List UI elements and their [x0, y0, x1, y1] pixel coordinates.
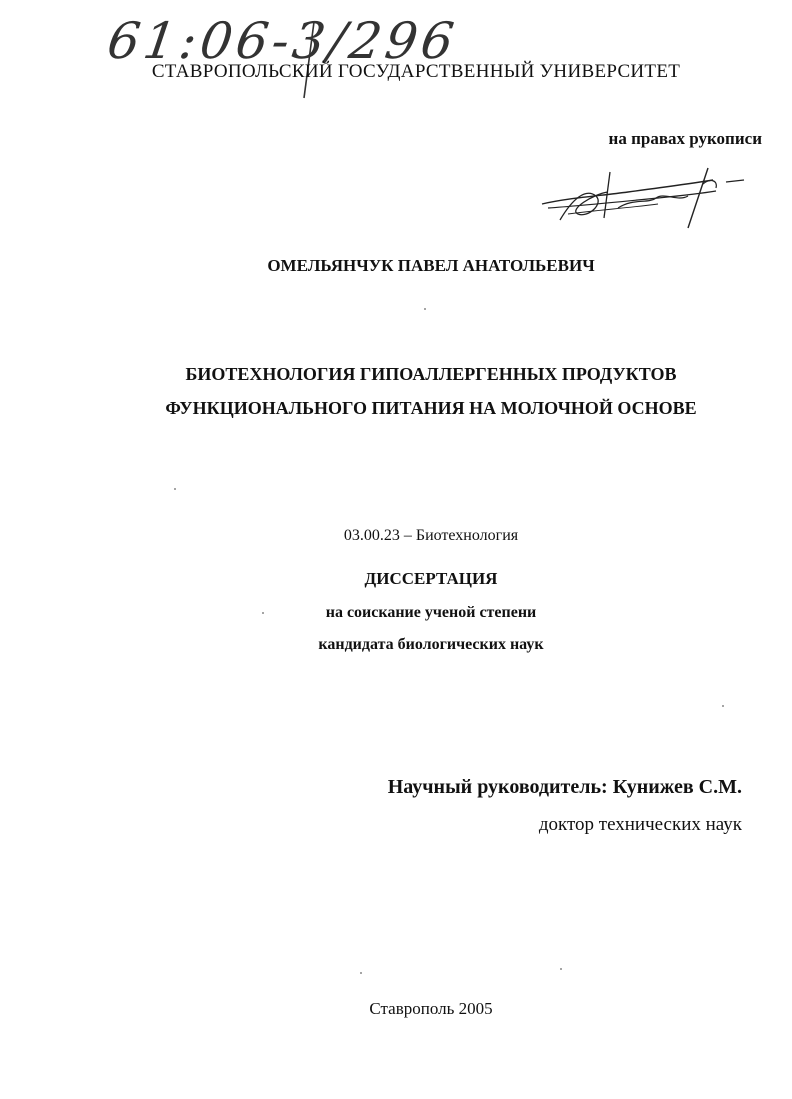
degree-line-1: на соискание ученой степени [325, 604, 537, 621]
dissertation-title-line-1: БИОТЕХНОЛОГИЯ ГИПОАЛЛЕРГЕННЫХ ПРОДУКТОВ [185, 364, 677, 384]
scan-speck [360, 972, 362, 974]
document-type: ДИССЕРТАЦИЯ [364, 569, 498, 588]
supervisor-label: Научный руководитель: Кунижев С.М. [387, 776, 742, 798]
dissertation-title-line-2: ФУНКЦИОНАЛЬНОГО ПИТАНИЯ НА МОЛОЧНОЙ ОСНОВЕ [165, 398, 697, 418]
degree-line-2: кандидата биологических наук [318, 636, 544, 653]
specialty-code: 03.00.23 – Биотехнология [343, 527, 519, 544]
scan-speck [174, 488, 176, 490]
handwritten-archive-number: 61:06-3/296 [103, 12, 462, 70]
rights-notice: на правах рукописи [608, 129, 762, 148]
supervisor-degree: доктор технических наук [538, 814, 742, 835]
scan-speck [722, 705, 724, 707]
city-year: Ставрополь 2005 [369, 999, 493, 1018]
scan-speck [560, 968, 562, 970]
university-name: СТАВРОПОЛЬСКИЙ ГОСУДАРСТВЕННЫЙ УНИВЕРСИТЕТ [151, 61, 681, 82]
author-name: ОМЕЛЬЯНЧУК ПАВЕЛ АНАТОЛЬЕВИЧ [267, 256, 595, 275]
handwritten-slash-mark [300, 20, 320, 100]
scan-speck [262, 612, 264, 614]
signature-icon [538, 158, 753, 230]
scan-speck [424, 308, 426, 310]
